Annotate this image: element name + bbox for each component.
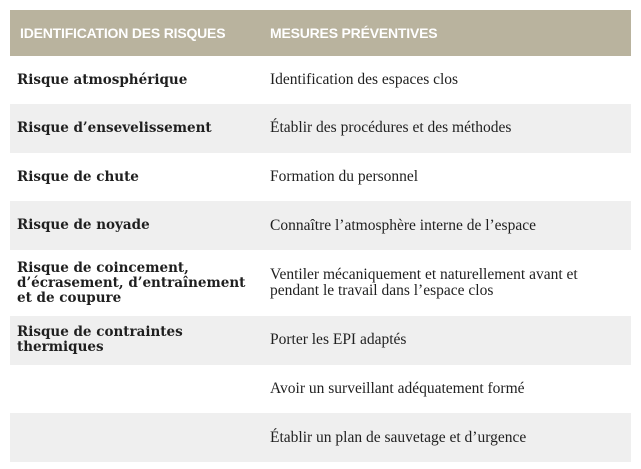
measure-cell: Établir des procédures et des méthodes — [270, 119, 512, 137]
table-row — [10, 316, 631, 365]
risk-cell: Risque de chute — [17, 168, 139, 185]
risk-cell — [10, 413, 260, 462]
table-header — [10, 10, 631, 56]
measure-cell: Identification des espaces clos — [270, 71, 459, 88]
risk-cell: Risque atmosphérique — [17, 71, 188, 88]
table-row — [10, 56, 631, 104]
risk-prevention-table — [10, 10, 631, 462]
measure-cell: Établir un plan de sauvetage et d’urgence — [270, 428, 527, 446]
column-header-measures: MESURES PRÉVENTIVES — [260, 10, 631, 56]
measure-cell: Ventiler mécaniquement et naturellement avant et pendant le travail dans l’espace clos — [270, 266, 578, 300]
risk-cell: Risque de noyade — [17, 217, 150, 234]
measure-cell: Avoir un surveillant adéquatement formé — [270, 380, 525, 398]
measure-cell: Porter les EPI adaptés — [270, 331, 407, 349]
table-row — [10, 104, 631, 153]
risk-cell: Risque de coincement, d’écrasement, d’entraînement et de coupure — [17, 259, 246, 306]
measure-cell: Connaître l’atmosphère interne de l’espace — [270, 216, 536, 234]
table-row — [10, 201, 631, 250]
table-body — [10, 56, 631, 462]
header-row — [10, 10, 631, 56]
risk-cell: Risque de contraintes thermiques — [17, 324, 183, 356]
column-header-risks: IDENTIFICATION DES RISQUES — [10, 10, 260, 56]
table-row — [10, 153, 631, 202]
measure-cell: Formation du personnel — [270, 168, 419, 186]
risk-cell — [10, 365, 260, 414]
risk-cell: Risque d’ensevelissement — [17, 119, 212, 136]
table-row — [10, 365, 631, 414]
table-row — [10, 250, 631, 316]
table-row — [10, 413, 631, 462]
